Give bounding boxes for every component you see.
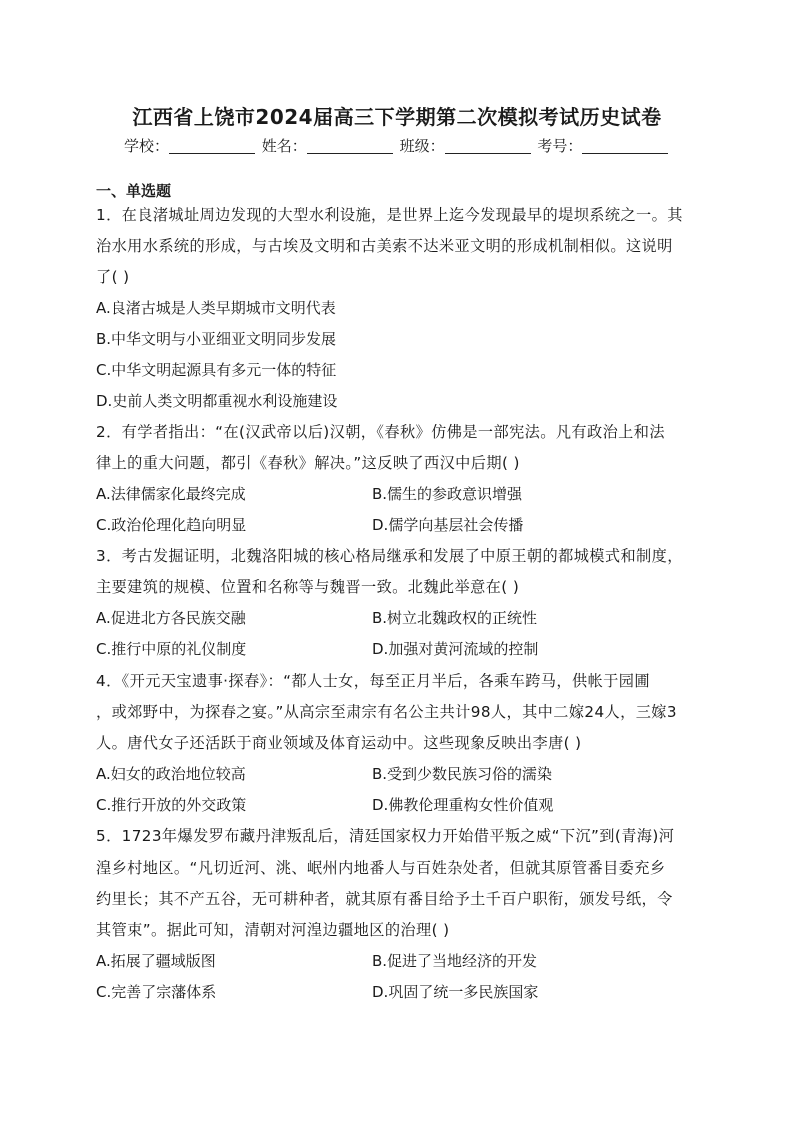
exam-number-label: 考号：	[537, 137, 583, 155]
question-3-option-c: C.推行中原的礼仪制度	[96, 640, 247, 658]
question-4-line-2: ，或郊野中，为探春之宴。”从高宗至肃宗有名公主共计98人，其中二嫁24人，三嫁3	[96, 703, 677, 721]
question-1-line-1: 1．在良渚城址周边发现的大型水利设施，是世界上迄今发现最早的堤坝系统之一。其	[96, 206, 683, 224]
section-title: 一、单选题	[96, 182, 172, 200]
question-3-option-d: D.加强对黄河流域的控制	[372, 640, 539, 658]
question-4-line-1: 4．《开元天宝遗事·探春》：“都人士女，每至正月半后，各乘车跨马，供帐于园圃	[96, 672, 650, 690]
class-blank[interactable]	[445, 137, 531, 154]
question-5-option-b: B.促进了当地经济的开发	[372, 952, 538, 970]
question-4-option-b: B.受到少数民族习俗的濡染	[372, 765, 553, 783]
question-3-option-a: A.促进北方各民族交融	[96, 609, 246, 627]
question-5-option-c: C.完善了宗藩体系	[96, 983, 217, 1001]
name-blank[interactable]	[307, 137, 393, 154]
question-5-line-3: 约里长；其不产五谷，无可耕种者，就其原有番目给予土千百户职衔，颁发号纸，令	[96, 890, 673, 908]
question-5-option-d: D.巩固了统一多民族国家	[372, 983, 539, 1001]
question-4-option-d: D.佛教伦理重构女性价值观	[372, 796, 554, 814]
question-5-option-a: A.拓展了疆域版图	[96, 952, 216, 970]
question-5-line-2: 湟乡村地区。“凡切近河、洮、岷州内地番人与百姓杂处者，但就其原管番目委充乡	[96, 859, 666, 877]
question-1-option-c: C.中华文明起源具有多元一体的特征	[96, 361, 337, 379]
question-4-option-a: A.妇女的政治地位较高	[96, 765, 246, 783]
question-4-option-c: C.推行开放的外交政策	[96, 796, 247, 814]
question-1-line-3: 了( )	[96, 268, 130, 286]
question-1-option-a: A.良渚古城是人类早期城市文明代表	[96, 299, 336, 317]
school-blank[interactable]	[169, 137, 255, 154]
name-label: 姓名：	[261, 137, 307, 155]
question-2-option-a: A.法律儒家化最终完成	[96, 485, 246, 503]
question-5-line-1: 5．1723年爆发罗布藏丹津叛乱后，清廷国家权力开始借平叛之威“下沉”到(青海)河	[96, 827, 675, 845]
question-5-line-4: 其管束”。据此可知，清朝对河湟边疆地区的治理( )	[96, 921, 450, 939]
question-3-option-b: B.树立北魏政权的正统性	[372, 609, 538, 627]
question-2-option-c: C.政治伦理化趋向明显	[96, 516, 247, 534]
question-1-line-2: 治水用水系统的形成，与古埃及文明和古美索不达米亚文明的形成机制相似。这说明	[96, 237, 673, 255]
question-4-line-3: 人。唐代女子还活跃于商业领域及体育运动中。这些现象反映出李唐( )	[96, 734, 582, 752]
exam-number-blank[interactable]	[582, 137, 668, 154]
question-2-option-b: B.儒生的参政意识增强	[372, 485, 523, 503]
school-label: 学校：	[124, 137, 170, 155]
question-1-option-b: B.中华文明与小亚细亚文明同步发展	[96, 330, 337, 348]
question-1-option-d: D.史前人类文明都重视水利设施建设	[96, 392, 338, 410]
question-2-line-2: 律上的重大问题，都引《春秋》解决。”这反映了西汉中后期( )	[96, 454, 520, 472]
class-label: 班级：	[399, 137, 445, 155]
student-info-row	[124, 135, 684, 157]
exam-title: 江西省上饶市2024届高三下学期第二次模拟考试历史试卷	[132, 105, 662, 129]
question-2-line-1: 2．有学者指出：“在(汉武帝以后)汉朝，《春秋》仿佛是一部宪法。凡有政治上和法	[96, 423, 665, 441]
question-3-line-1: 3．考古发掘证明，北魏洛阳城的核心格局继承和发展了中原王朝的都城模式和制度，	[96, 547, 683, 565]
question-2-option-d: D.儒学向基层社会传播	[372, 516, 524, 534]
question-3-line-2: 主要建筑的规模、位置和名称等与魏晋一致。北魏此举意在( )	[96, 578, 520, 596]
